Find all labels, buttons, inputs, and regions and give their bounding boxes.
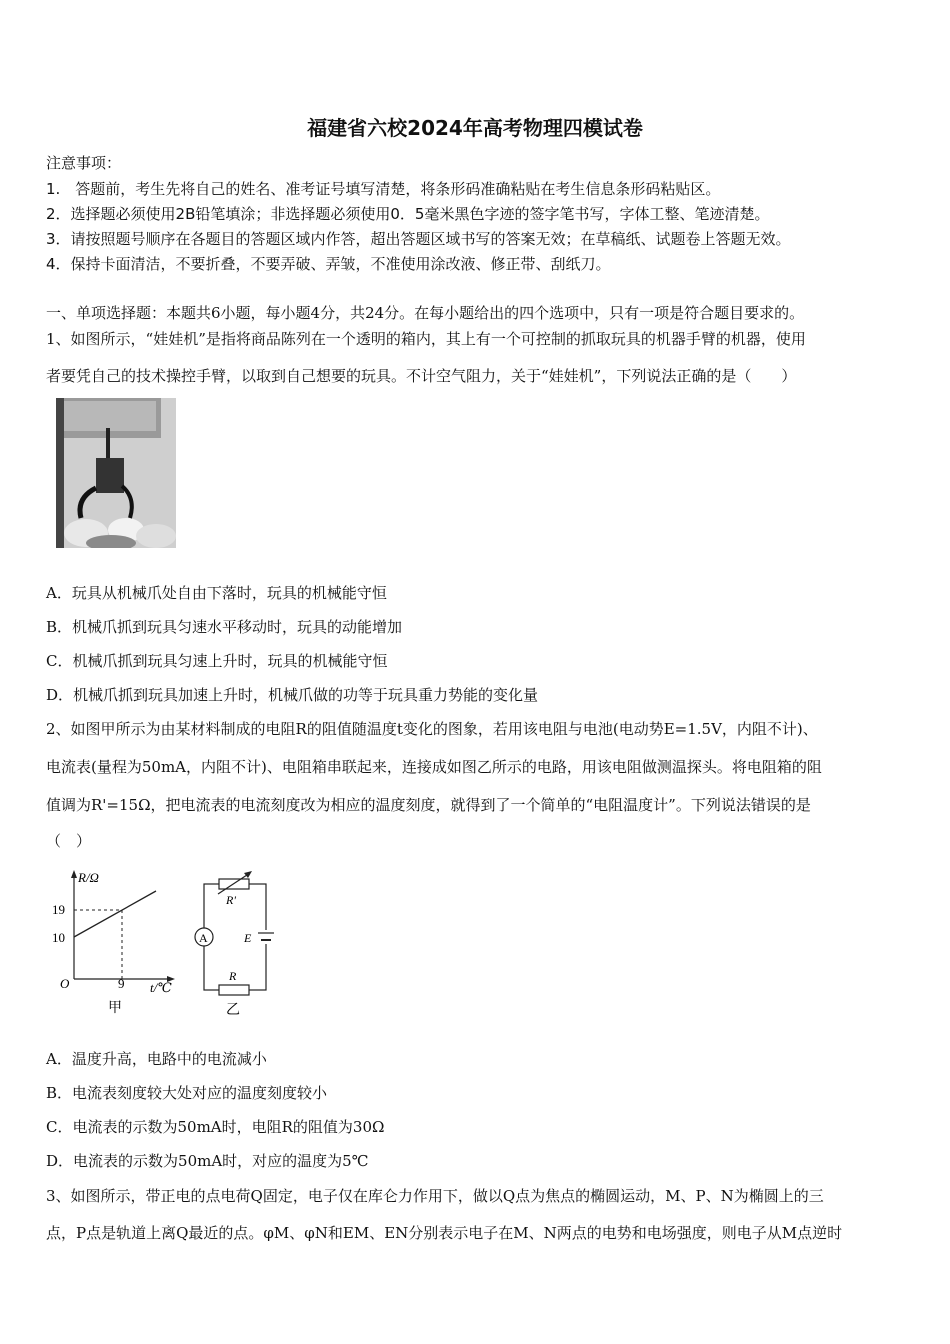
question-2-stem: 值调为R'=15Ω，把电流表的电流刻度改为相应的温度刻度，就得到了一个简单的“电阻温度计”。下列说法错误的是 xyxy=(46,796,811,814)
y-tick-19: 19 xyxy=(52,902,65,917)
question-1-option: C．机械爪抓到玩具匀速上升时，玩具的机械能守恒 xyxy=(46,652,388,670)
section-heading: 一、单项选择题：本题共6小题，每小题4分，共24分。在每小题给出的四个选项中，只有一项是符合题目要求的。 xyxy=(46,304,805,322)
label-r: R xyxy=(229,969,237,983)
label-rbox: R' xyxy=(226,893,236,907)
r-t-line xyxy=(74,891,156,937)
question-2-option: B．电流表刻度较大处对应的温度刻度较小 xyxy=(46,1084,328,1102)
question-2-option: C．电流表的示数为50mA时，电阻R的阻值为30Ω xyxy=(46,1118,385,1136)
label-emf: E xyxy=(244,931,252,945)
notice-item: 2．选择题必须使用2B铅笔填涂；非选择题必须使用0．5毫米黑色字迹的签字笔书写，字体工整、笔迹清楚。 xyxy=(46,205,770,223)
question-3-stem: 点，P点是轨道上离Q最近的点。φM、φN和EM、EN分别表示电子在M、N两点的电势和电场强度，则电子从M点逆时 xyxy=(46,1224,843,1242)
notice-item: 3．请按照题号顺序在各题目的答题区域内作答，超出答题区域书写的答案无效；在草稿纸、试题卷上答题无效。 xyxy=(46,230,791,248)
question-2-option: A．温度升高，电路中的电流减小 xyxy=(46,1050,267,1068)
question-2-option: D．电流表的示数为50mA时，对应的温度为5℃ xyxy=(46,1152,369,1170)
notice-heading: 注意事项： xyxy=(46,154,122,172)
question-1-option: B．机械爪抓到玩具匀速水平移动时，玩具的动能增加 xyxy=(46,618,403,636)
resistor-r xyxy=(219,985,249,995)
y-tick-10: 10 xyxy=(52,930,65,945)
question-1-option: A．玩具从机械爪处自由下落时，玩具的机械能守恒 xyxy=(46,584,387,602)
origin-label: O xyxy=(60,976,70,991)
notice-item: 4．保持卡面清洁，不要折叠，不要弄破、弄皱，不准使用涂改液、修正带、刮纸刀。 xyxy=(46,255,611,273)
x-axis-label: t/℃ xyxy=(150,980,172,995)
x-tick-9: 9 xyxy=(118,976,125,991)
label-ammeter: A xyxy=(199,931,208,945)
question-2-figure xyxy=(46,864,286,1024)
page-title: 福建省六校2024年高考物理四模试卷 xyxy=(307,116,643,140)
notice-item: 1. 答题前，考生先将自己的姓名、准考证号填写清楚，将条形码准确粘贴在考生信息条形码粘贴区。 xyxy=(46,180,721,198)
question-3-stem: 3、如图所示，带正电的点电荷Q固定，电子仅在库仑力作用下，做以Q点为焦点的椭圆运动，M、P、N为椭圆上的三 xyxy=(46,1187,824,1205)
question-2-stem: （ ） xyxy=(46,832,92,850)
question-1-stem: 1、如图所示，“娃娃机”是指将商品陈列在一个透明的箱内，其上有一个可控制的抓取玩具的机器手臂的机器，使用 xyxy=(46,330,806,348)
question-2-stem: 2、如图甲所示为由某材料制成的电阻R的阻值随温度t变化的图象，若用该电阻与电池(电动势E=1.5V，内阻不计)、 xyxy=(46,720,818,738)
question-2-stem: 电流表(量程为50mA，内阻不计)、电阻箱串联起来，连接成如图乙所示的电路，用该电阻做测温探头。将电阻箱的阻 xyxy=(46,758,822,776)
claw-machine-photo xyxy=(56,398,176,548)
y-axis-arrow xyxy=(71,870,77,878)
question-1-stem: 者要凭自己的技术操控手臂，以取到自己想要的玩具。不计空气阻力，关于“娃娃机”，下列说法正确的是（ ） xyxy=(46,367,797,385)
caption-left: 甲 xyxy=(108,1001,122,1016)
caption-right: 乙 xyxy=(226,1003,240,1018)
y-axis-label: R/Ω xyxy=(78,870,99,885)
question-1-option: D．机械爪抓到玩具加速上升时，机械爪做的功等于玩具重力势能的变化量 xyxy=(46,686,539,704)
